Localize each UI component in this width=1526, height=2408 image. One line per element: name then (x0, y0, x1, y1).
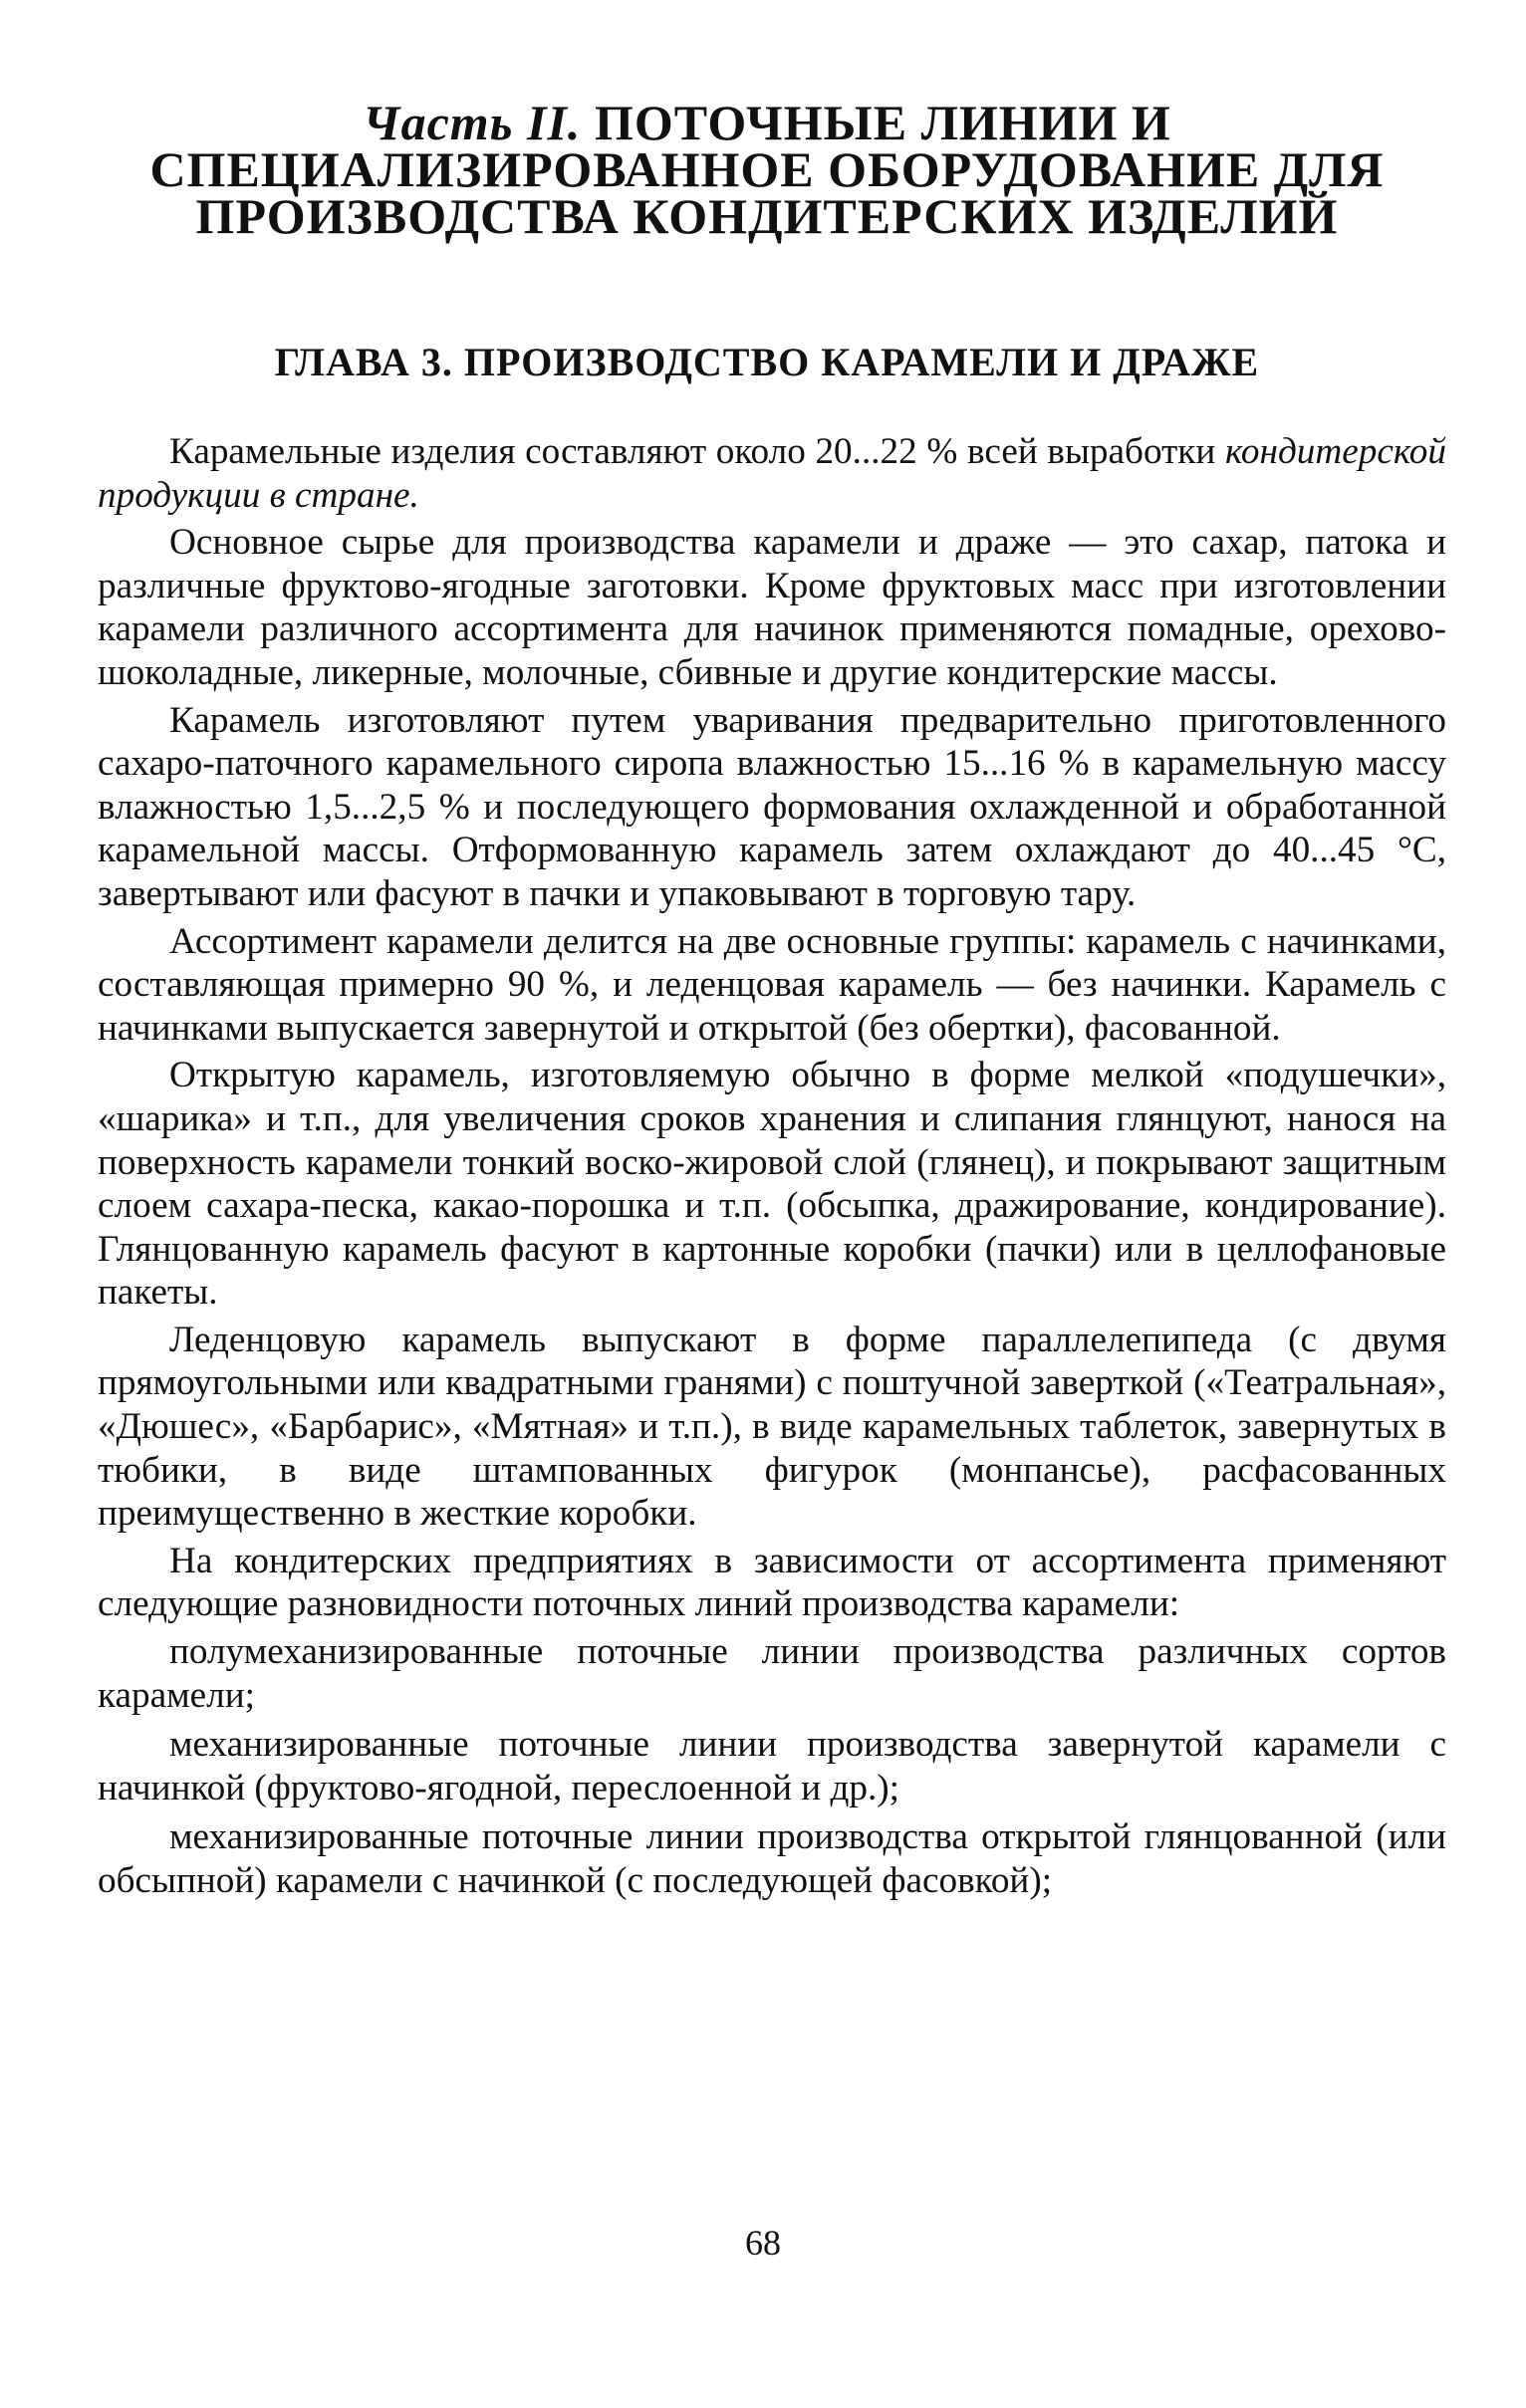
paragraph-intro (98, 430, 1446, 517)
part-title (139, 95, 1395, 244)
list-item: механизированные поточные линии производства завернутой карамели с начинкой (фруктово-ягодной, переслоенной и др.); (98, 1724, 1446, 1808)
chapter-title: ГЛАВА 3. ПРОИЗВОДСТВО КАРАМЕЛИ И ДРАЖЕ (274, 340, 1260, 384)
paragraph-open-caramel: Открытую карамель, изготовляемую обычно в форме мелкой «подушечки», «шарика» и т.п., для увеличения сроков хранения и слипания глянцуют, нанося на поверхность карамели тонкий воско-жировой слой (глянец), и покрывают защитным слоем сахара-песка, какао-порошка и т.п. (обсыпка, дражирование, кондирование). Глянцованную карамель фасуют в картонные коробки (пачки) или в целлофановые пакеты. (98, 1055, 1446, 1314)
part-label: Часть II. (363, 95, 582, 150)
paragraph-production-lines: На кондитерских предприятиях в зависимости от ассортимента применяют следующие разновидности поточных линий производства карамели: (98, 1540, 1446, 1625)
paragraph-intro-italic: кондитерской продукции в стране. (98, 431, 1446, 516)
page-number: 68 (745, 2223, 781, 2263)
paragraph-process: Карамель изготовляют путем уваривания предварительно приготовленного сахаро-паточного карамельного сиропа влажностью 15...16 % в карамельную массу влажностью 1,5...2,5 % и последующего формования охлажденной и обработанной карамельной массы. Отформованную карамель затем охлаждают до 40...45 °С, завертывают или фасуют в пачки и упаковывают в торговую тару. (98, 699, 1446, 914)
paragraph-intro-text: Карамельные изделия составляют около 20...22 % всей выработки (169, 431, 1225, 472)
paragraph-raw-materials: Основное сырье для производства карамели и драже — это сахар, патока и различные фруктово-ягодные заготовки. Кроме фруктовых масс при изготовлении карамели различного ассортимента для начинок применяются помадные, орехово-шоколадные, ликерные, молочные, сбивные и другие кондитерские массы. (98, 522, 1446, 693)
list-item: механизированные поточные линии производства открытой глянцованной (или обсыпной) карамели с начинкой (с последующей фасовкой); (98, 1816, 1446, 1901)
paragraph-assortment: Ассортимент карамели делится на две основные группы: карамель с начинками, составляющая примерно 90 %, и леденцовая карамель — без начинки. Карамель с начинками выпускается завернутой и открытой (без обертки), фасованной. (98, 920, 1446, 1049)
paragraph-lollipop-caramel: Леденцовую карамель выпускают в форме параллелепипеда (с двумя прямоугольными или квадратными гранями) с поштучной заверткой («Театральная», «Дюшес», «Барбарис», «Мятная» и т.п.), в виде карамельных таблеток, завернутых в тюбики, в виде штампованных фигурок (монпансье), расфасованных преимущественно в жесткие коробки. (98, 1319, 1446, 1535)
list-item: полумеханизированные поточные линии производства различных сортов карамели; (98, 1631, 1446, 1716)
body-text (98, 430, 1446, 1909)
part-title-text: ПОТОЧНЫЕ ЛИНИИ И СПЕЦИАЛИЗИРОВАННОЕ ОБОРУДОВАНИЕ ДЛЯ ПРОИЗВОДСТВА КОНДИТЕРСКИХ ИЗДЕЛИЙ (149, 95, 1385, 244)
